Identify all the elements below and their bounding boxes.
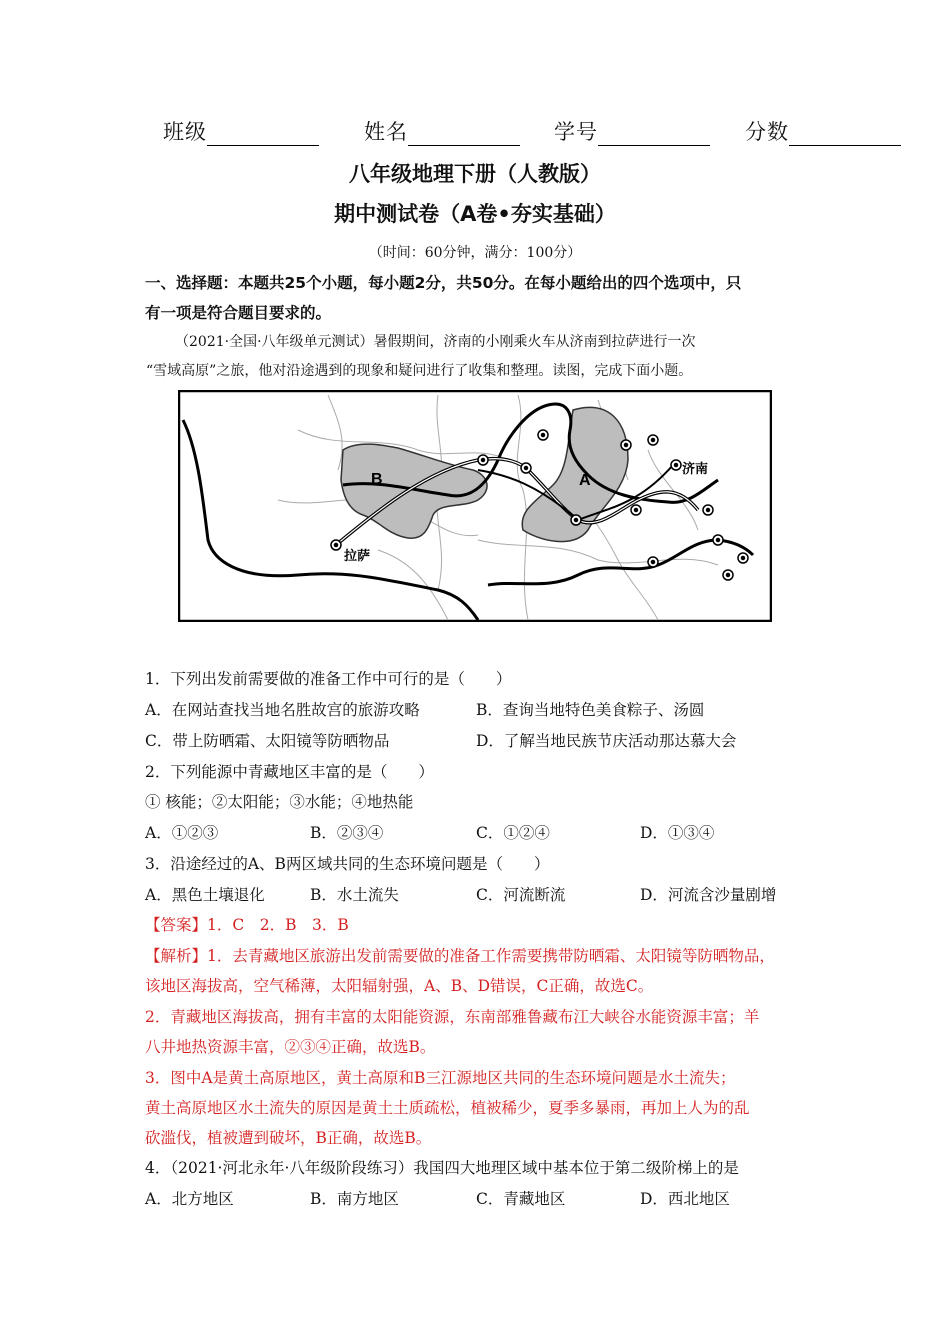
question-2-stem: 2．下列能源中青藏地区丰富的是（ ） [145, 763, 434, 781]
class-blank[interactable] [207, 123, 319, 146]
class-label: 班级 [163, 120, 207, 144]
analysis-line-5: 3．图中A是黄土高原地区，黄土高原和B三江源地区共同的生态环境问题是水土流失； [145, 1069, 736, 1087]
id-field [554, 116, 710, 146]
question-3-stem: 3．沿途经过的A、B两区域共同的生态环境问题是（ ） [145, 855, 550, 873]
score-blank[interactable] [789, 123, 901, 146]
question-4-option-b[interactable]: B．南方地区 [310, 1190, 399, 1208]
analysis-line-4: 八井地热资源丰富，②③④正确，故选B。 [145, 1038, 436, 1056]
question-2-extra: ① 核能；②太阳能；③水能；④地热能 [145, 793, 414, 811]
name-blank[interactable] [408, 123, 520, 146]
intro-line-2: “雪域高原”之旅，他对沿途遇到的现象和疑问进行了收集和整理。读图，完成下面小题。 [146, 363, 693, 379]
map-label-jinan: 济南 [682, 462, 709, 477]
question-4-stem: 4．（2021·河北永年·八年级阶段练习）我国四大地理区域中基本位于第二级阶梯上的是 [145, 1159, 739, 1177]
analysis-line-7: 砍滥伐，植被遭到破坏，B正确，故选B。 [145, 1129, 432, 1147]
analysis-line-1: 【解析】1．去青藏地区旅游出发前需要做的准备工作需要携带防晒霜、太阳镜等防晒物品， [145, 947, 775, 965]
question-4-option-d[interactable]: D．西北地区 [640, 1190, 730, 1208]
question-1-stem: 1．下列出发前需要做的准备工作中可行的是（ ） [145, 670, 512, 688]
page-subtitle: 期中测试卷（A卷•夯实基础） [334, 202, 616, 226]
question-1-option-d[interactable]: D．了解当地民族节庆活动那达慕大会 [476, 732, 737, 750]
score-field [745, 116, 901, 146]
name-field [364, 116, 520, 146]
question-3-option-a[interactable]: A．黑色土壤退化 [145, 886, 265, 904]
name-label: 姓名 [364, 120, 408, 144]
map-label-lhasa: 拉萨 [344, 549, 371, 564]
question-3-option-b[interactable]: B．水土流失 [310, 886, 399, 904]
id-blank[interactable] [598, 123, 710, 146]
route-map [178, 390, 772, 622]
question-2-option-b[interactable]: B．②③④ [310, 824, 384, 842]
question-4-option-c[interactable]: C．青藏地区 [476, 1190, 566, 1208]
analysis-line-2: 该地区海拔高，空气稀薄，太阳辐射强，A、B、D错误，C正确，故选C。 [145, 977, 654, 995]
map-label-a: A [579, 472, 591, 489]
section-instruction-2: 有一项是符合题目要求的。 [145, 304, 332, 322]
map-label-b: B [371, 471, 383, 488]
answer: 【答案】1．C 2．B 3．B [145, 916, 349, 934]
id-label: 学号 [554, 120, 598, 144]
question-3-option-c[interactable]: C．河流断流 [476, 886, 566, 904]
question-2-option-c[interactable]: C．①②④ [476, 824, 550, 842]
score-label: 分数 [745, 120, 789, 144]
question-1-option-a[interactable]: A．在网站查找当地名胜故宫的旅游攻略 [145, 701, 420, 719]
question-1-option-c[interactable]: C．带上防晒霜、太阳镜等防晒物品 [145, 732, 390, 750]
question-4-option-a[interactable]: A．北方地区 [145, 1190, 234, 1208]
page-title: 八年级地理下册（人教版） [349, 162, 601, 186]
question-1-option-b[interactable]: B．查询当地特色美食粽子、汤圆 [476, 701, 705, 719]
intro-line-1: （2021·全国·八年级单元测试）暑假期间，济南的小刚乘火车从济南到拉萨进行一次 [175, 334, 696, 350]
analysis-line-6: 黄土高原地区水土流失的原因是黄土土质疏松，植被稀少，夏季多暴雨，再加上人为的乱 [145, 1099, 750, 1117]
class-field [163, 116, 319, 146]
question-2-option-d[interactable]: D．①③④ [640, 824, 715, 842]
time-info: （时间：60分钟，满分：100分） [368, 245, 582, 261]
analysis-line-3: 2．青藏地区海拔高，拥有丰富的太阳能资源，东南部雅鲁藏布江大峡谷水能资源丰富；羊 [145, 1008, 760, 1026]
section-instruction-1: 一、选择题：本题共25个小题，每小题2分，共50分。在每小题给出的四个选项中，只 [145, 274, 742, 292]
question-2-option-a[interactable]: A．①②③ [145, 824, 219, 842]
question-3-option-d[interactable]: D．河流含沙量剧增 [640, 886, 777, 904]
